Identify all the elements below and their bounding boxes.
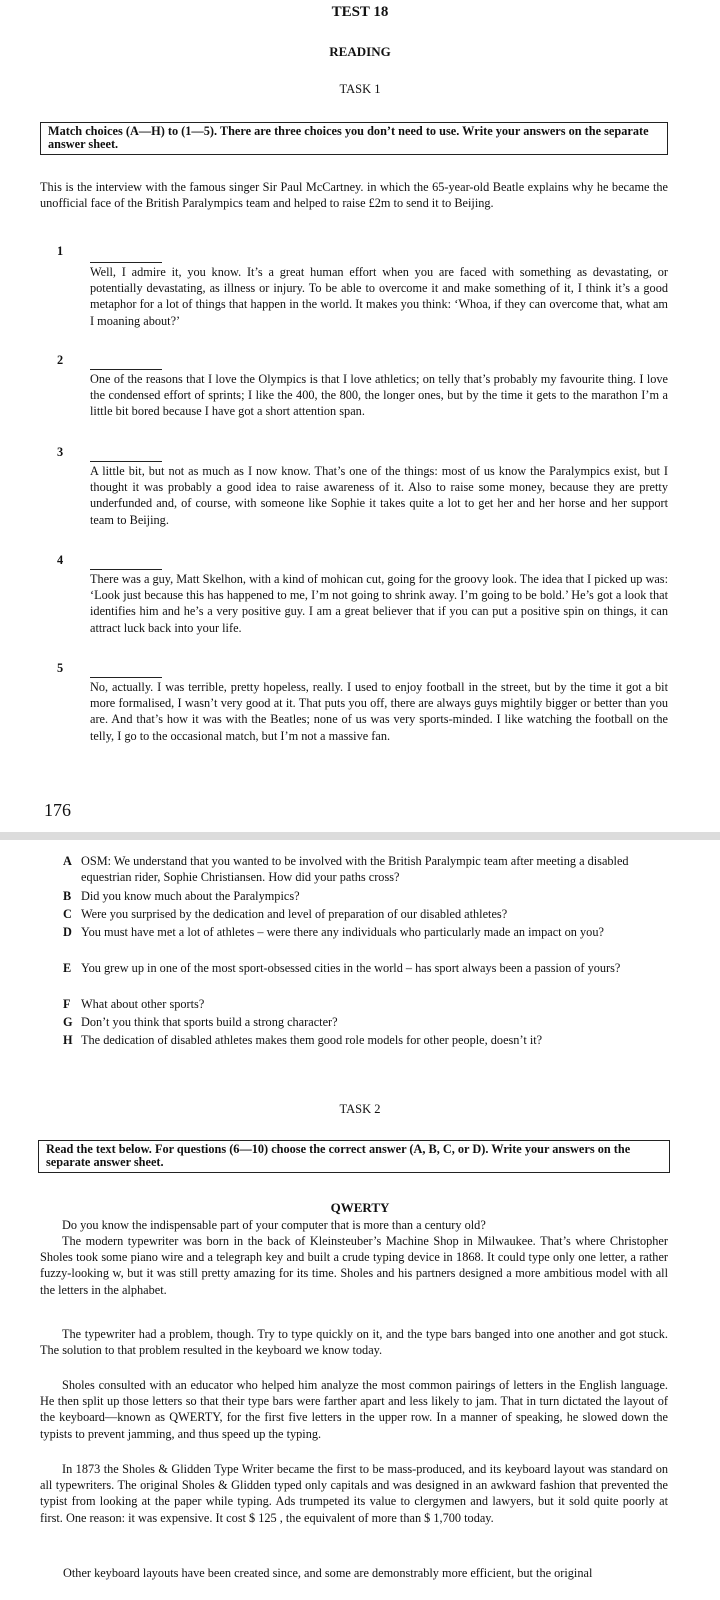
choice-text: OSM: We understand that you wanted to be involved with the British Paralympic team after meeting a disabled equestrian rider, Sophie Christiansen. How did your paths cross? bbox=[81, 854, 629, 884]
answer-number-3: 3 bbox=[57, 445, 64, 459]
choice-text: The dedication of disabled athletes makes them good role models for other people, doesn’t it? bbox=[81, 1033, 543, 1047]
answer-text-5: No, actually. I was terrible, pretty hopeless, really. I used to enjoy football in the street, but by the time it got a bit more formalised, I wasn’t very good at it. That puts you off, there are always guys mightily bigger or better than you are. And that’s how it was with the Beatles; none of us was very sports-minded. I like watching the football on the telly, I go to the occasional match, but I’m not a massive fan. bbox=[90, 680, 668, 743]
page-number: 176 bbox=[44, 800, 71, 820]
choice-f bbox=[63, 996, 668, 1012]
choice-text: Don’t you think that sports build a strong character? bbox=[81, 1015, 338, 1029]
choice-letter: D bbox=[63, 925, 72, 939]
page-177 bbox=[0, 840, 720, 1600]
answer-text-2: One of the reasons that I love the Olympics is that I love athletics; on telly that’s probably my favourite thing. I love the condensed effort of sprints; I like the 400, the 800, the longer ones, but by the time it gets to the marathon I’m a little bit bored because I have got a short attention span. bbox=[90, 372, 668, 419]
answer-text-4: There was a guy, Matt Skelhon, with a kind of mohican cut, going for the groovy look. The idea that I picked up was: ‘Look just because this has happened to me, I’m not going to shrink away. I’m going to be bold.’ He’s got a look that identifies him and he’s a very positive guy. I am a great believer that if you can put a positive spin on things, it can attract luck back into your life. bbox=[90, 572, 668, 635]
choice-a bbox=[63, 853, 668, 885]
choice-e bbox=[63, 960, 668, 976]
article-paragraph-6: Other keyboard layouts have been created since, and some are demonstrably more efficient, but the original bbox=[63, 1566, 593, 1580]
choice-text: Did you know much about the Paralympics? bbox=[81, 889, 300, 903]
task2-heading: TASK 2 bbox=[339, 1102, 381, 1116]
task1-heading: TASK 1 bbox=[339, 82, 381, 96]
choice-b bbox=[63, 888, 668, 904]
answer-blank-1 bbox=[90, 262, 162, 263]
choice-g bbox=[63, 1014, 668, 1030]
choice-d bbox=[63, 924, 668, 940]
article-paragraph-3: The typewriter had a problem, though. Try to type quickly on it, and the type bars banged into one another and got stuck. The solution to that problem resulted in the keyboard we know today. bbox=[40, 1327, 668, 1358]
answer-number-4: 4 bbox=[57, 553, 64, 567]
answer-blank-3 bbox=[90, 461, 162, 462]
article-paragraph-5: In 1873 the Sholes & Glidden Type Writer became the first to be mass-produced, and its keyboard layout was standard on all typewriters. The original Sholes & Glidden typed only capitals and was designed in an awkward fashion that prevented the typist from looking at the paper while typing. Ads trumpeted its value to clergymen and lawyers, but it sold quite poorly at first. One reason: it was expensive. It cost $ 125 , the equivalent of more than $ 1,700 today. bbox=[40, 1462, 668, 1525]
choice-c bbox=[63, 906, 668, 922]
choice-text: What about other sports? bbox=[81, 997, 205, 1011]
article-paragraph-4: Sholes consulted with an educator who helped him analyze the most common pairings of letters in the English language. He then split up those letters so that their type bars were farther apart and less likely to jam. That in turn dictated the layout of the keyboard—known as QWERTY, for the first five letters in the upper row. In a manner of speaking, he slowed down the typists to prevent jamming, and thus speed up the typing. bbox=[40, 1378, 668, 1441]
answer-blank-5 bbox=[90, 677, 162, 678]
choice-text: Were you surprised by the dedication and level of preparation of our disabled athletes? bbox=[81, 907, 508, 921]
choice-text: You must have met a lot of athletes – were there any individuals who particularly made an impact on you? bbox=[81, 925, 604, 939]
answer-blank-4 bbox=[90, 569, 162, 570]
choice-letter: E bbox=[63, 961, 72, 975]
choice-h bbox=[63, 1032, 668, 1048]
article-paragraph-2: The modern typewriter was born in the back of Kleinsteuber’s Machine Shop in Milwaukee. That’s where Christopher Sholes took some piano wire and a telegraph key and built a crude typing device in 1868. It could type only one letter, a rather fuzzy-looking w, but it was still pretty amazing for its time. Sholes and his partners designed a more ambitious model with all the letters in the alphabet. bbox=[40, 1234, 668, 1297]
choice-letter: H bbox=[63, 1033, 73, 1047]
answer-number-1: 1 bbox=[57, 244, 64, 258]
choice-letter: F bbox=[63, 997, 71, 1011]
answer-number-2: 2 bbox=[57, 353, 64, 367]
answer-text-1: Well, I admire it, you know. It’s a great human effort when you are faced with something as devastating, or potentially devastating, as illness or injury. To be able to overcome it and make something of it, I think it’s a good metaphor for a lot of things that happen in the world. It makes you think: ‘Whoa, if they can overcome that, what am I moaning about?’ bbox=[90, 265, 668, 328]
choice-letter: A bbox=[63, 854, 72, 868]
task1-instructions: Match choices (A—H) to (1—5). There are three choices you don’t need to use. Write your answers on the separate answer sheet. bbox=[40, 122, 668, 155]
choice-letter: B bbox=[63, 889, 72, 903]
task2-instructions: Read the text below. For questions (6—10) choose the correct answer (A, B, C, or D). Write your answers on the separate answer sheet. bbox=[38, 1140, 670, 1173]
answer-number-5: 5 bbox=[57, 661, 64, 675]
section-title: READING bbox=[329, 44, 391, 59]
choice-text: You grew up in one of the most sport-obsessed cities in the world – has sport always been a passion of yours? bbox=[81, 961, 621, 975]
answer-text-3: A little bit, but not as much as I now know. That’s one of the things: most of us know the Paralympics exist, but I thought it was probably a good idea to raise awareness of it. Also to raise some money, because they are pretty underfunded and, of course, with someone like Sophie it takes quite a lot to get her and her horse and her support team to Beijing. bbox=[90, 464, 668, 527]
test-title: TEST 18 bbox=[331, 4, 389, 20]
answer-blank-2 bbox=[90, 369, 162, 370]
task1-intro: This is the interview with the famous singer Sir Paul McCartney. in which the 65-year-old Beatle explains why he became the unofficial face of the British Paralympics team and helped to raise £2m to send it to Beijing. bbox=[40, 180, 668, 211]
choice-letter: G bbox=[63, 1015, 73, 1029]
article-paragraph-1: Do you know the indispensable part of your computer that is more than a century old? bbox=[62, 1218, 486, 1232]
choice-letter: C bbox=[63, 907, 72, 921]
article-title: QWERTY bbox=[330, 1200, 390, 1215]
